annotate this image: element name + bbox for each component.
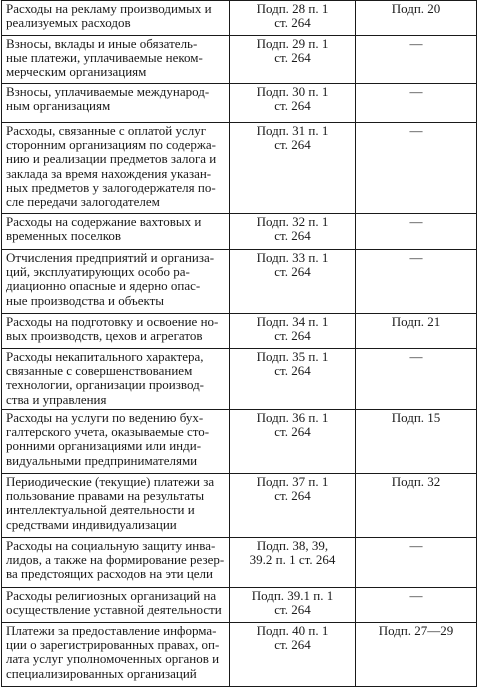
table-row [2, 588, 477, 623]
table-row [2, 538, 477, 588]
expense-cell: Периодические (текущие) платежи за пользование правами на результаты интеллектуальной деятельности и средствами индивидуализации [2, 474, 230, 538]
tax-code-cell: Подп. 31 п. 1 ст. 264 [230, 123, 356, 214]
tax-code-cell: Подп. 38, 39, 39.2 п. 1 ст. 264 [230, 538, 356, 588]
table-row [2, 36, 477, 84]
table-row [2, 314, 477, 349]
table-row [2, 84, 477, 123]
table-row [2, 250, 477, 314]
reference-cell: — [356, 250, 477, 314]
reference-cell: — [356, 214, 477, 250]
expense-cell: Отчисления предприятий и организа- ций, эксплуатирующих особо ра- диационно опасные и ядерно опас- ные производства и объекты [2, 250, 230, 314]
expense-cell: Расходы на содержание вахтовых и временных поселков [2, 214, 230, 250]
expense-cell: Расходы религиозных организаций на осуществление уставной деятельности [2, 588, 230, 623]
table-row [2, 214, 477, 250]
tax-code-cell: Подп. 29 п. 1 ст. 264 [230, 36, 356, 84]
tax-code-cell: Подп. 28 п. 1 ст. 264 [230, 1, 356, 36]
reference-cell: — [356, 123, 477, 214]
reference-cell: Подп. 15 [356, 410, 477, 474]
expense-cell: Расходы на подготовку и освоение но- вых производств, цехов и агрегатов [2, 314, 230, 349]
table-row [2, 623, 477, 687]
reference-cell: Подп. 27—29 [356, 623, 477, 687]
expense-cell: Расходы на рекламу производимых и реализуемых расходов [2, 1, 230, 36]
reference-cell: Подп. 20 [356, 1, 477, 36]
reference-cell: — [356, 538, 477, 588]
expense-cell: Расходы на социальную защиту инва- лидов, а также на формирование резер- ва предстоящих расходов на эти цели [2, 538, 230, 588]
expense-cell: Платежи за предоставление информа- ции о зарегистрированных правах, оп- лата услуг уполномоченных органов и специализированных организаций [2, 623, 230, 687]
expense-cell: Расходы на услуги по ведению бух- галтерского учета, оказываемые сто- ронними организациями или инди- видуальными предпринимателями [2, 410, 230, 474]
expense-cell: Взносы, вклады и иные обязатель- ные платежи, уплачиваемые неком- мерческим организациям [2, 36, 230, 84]
tax-code-cell: Подп. 34 п. 1 ст. 264 [230, 314, 356, 349]
reference-cell: — [356, 36, 477, 84]
tax-code-cell: Подп. 30 п. 1 ст. 264 [230, 84, 356, 123]
table-row [2, 349, 477, 410]
expense-cell: Взносы, уплачиваемые международ- ным организациям [2, 84, 230, 123]
table-row [2, 1, 477, 36]
reference-cell: Подп. 21 [356, 314, 477, 349]
expense-cell: Расходы некапитального характера, связанные с совершенствованием технологии, организации производ- ства и управления [2, 349, 230, 410]
tax-code-cell: Подп. 39.1 п. 1 ст. 264 [230, 588, 356, 623]
tax-code-cell: Подп. 37 п. 1 ст. 264 [230, 474, 356, 538]
table-body [2, 1, 477, 687]
tax-code-cell: Подп. 35 п. 1 ст. 264 [230, 349, 356, 410]
reference-cell: — [356, 588, 477, 623]
tax-code-cell: Подп. 40 п. 1 ст. 264 [230, 623, 356, 687]
reference-cell: Подп. 32 [356, 474, 477, 538]
expense-table [1, 0, 477, 687]
table-row [2, 410, 477, 474]
table-row [2, 123, 477, 214]
expense-cell: Расходы, связанные с оплатой услуг сторонним организациям по содержа- нию и реализации предметов залога и заклада за время нахождения указан- ных предметов у залогодержателя по- сле передачи залогодателем [2, 123, 230, 214]
tax-code-cell: Подп. 36 п. 1 ст. 264 [230, 410, 356, 474]
tax-code-cell: Подп. 32 п. 1 ст. 264 [230, 214, 356, 250]
tax-code-cell: Подп. 33 п. 1 ст. 264 [230, 250, 356, 314]
reference-cell: — [356, 84, 477, 123]
table-row [2, 474, 477, 538]
reference-cell: — [356, 349, 477, 410]
